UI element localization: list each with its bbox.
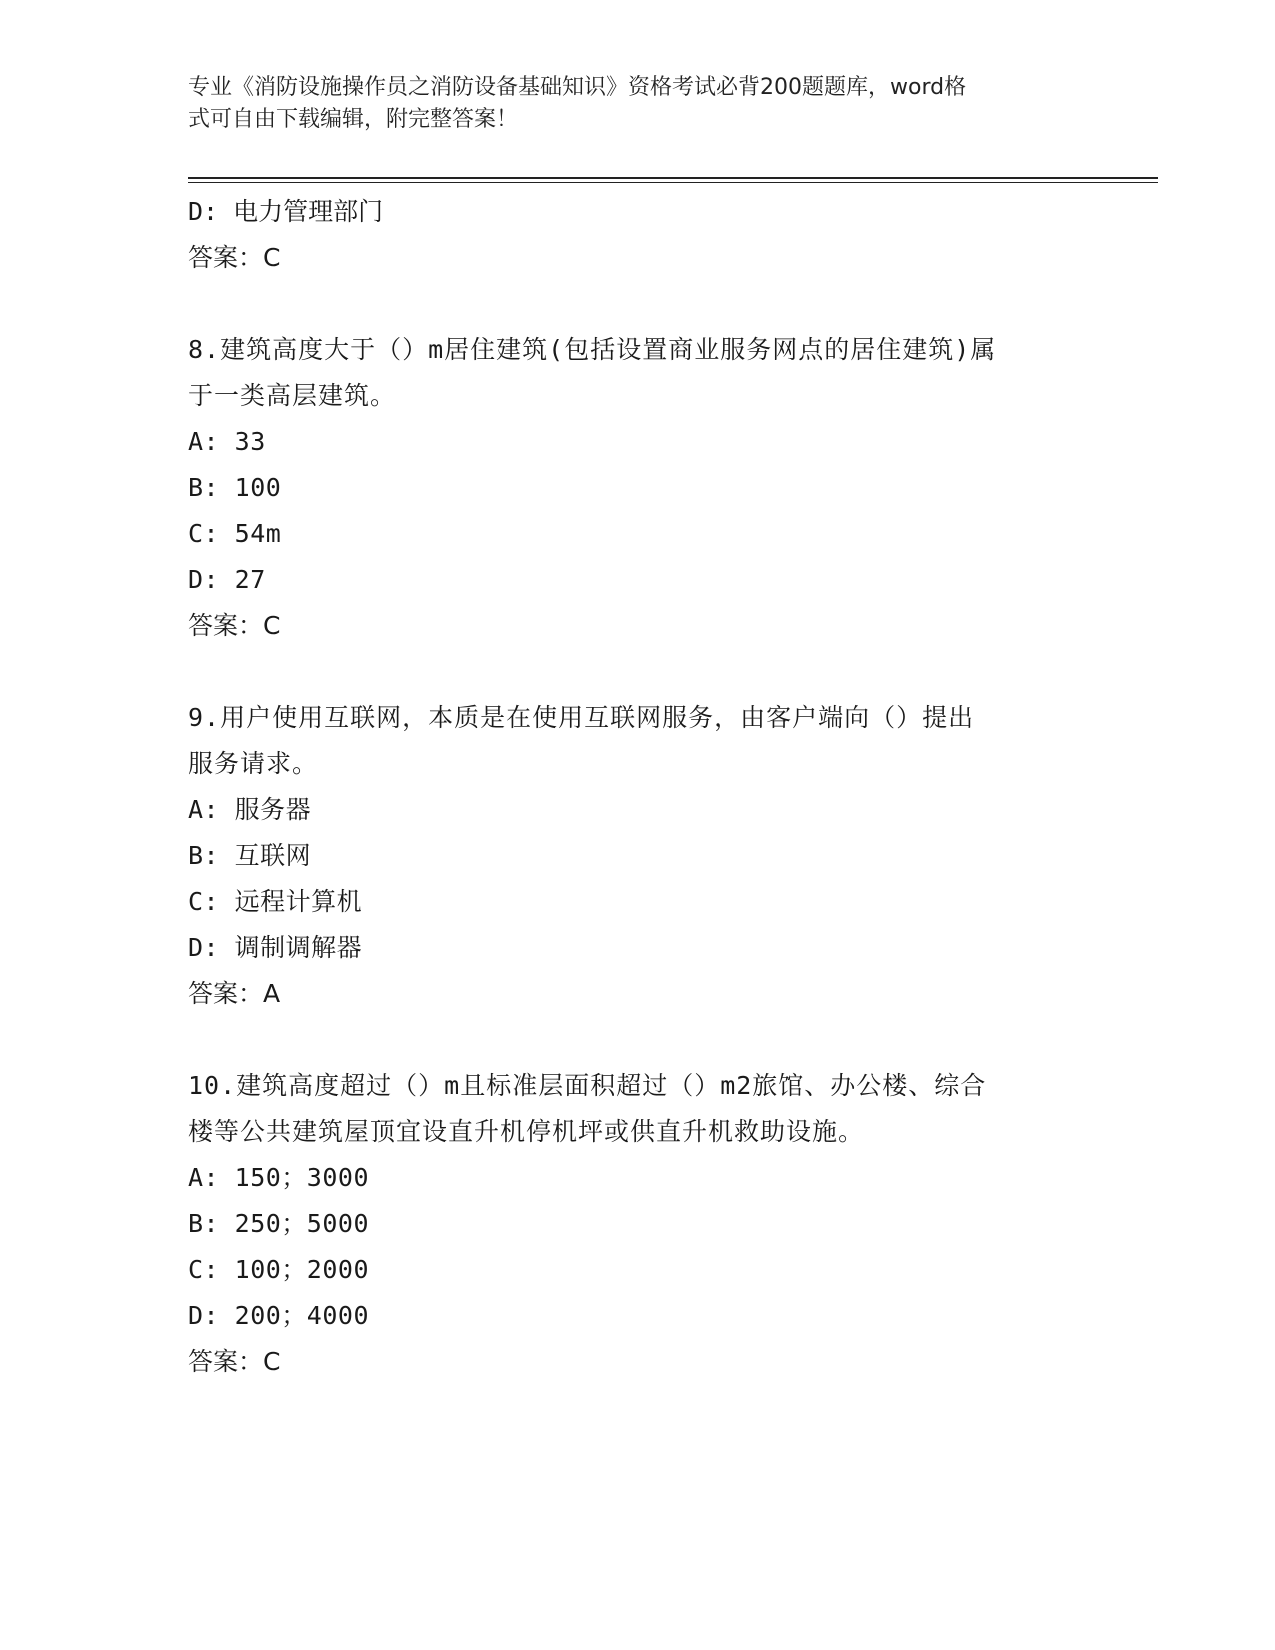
question-text [188, 1063, 1088, 1155]
option-c: C: 54m [188, 519, 282, 548]
previous-question-tail [188, 189, 1088, 281]
option-a: A: 33 [188, 427, 266, 456]
option-d: D: 27 [188, 565, 266, 594]
answer-line: 答案：C [188, 1347, 281, 1376]
header-divider [188, 177, 1158, 179]
option-list [188, 787, 1088, 971]
option-a: A: 150；3000 [188, 1163, 370, 1192]
answer-line: 答案：A [188, 979, 281, 1008]
option-c: C: 远程计算机 [188, 887, 363, 916]
option-d: D: 200；4000 [188, 1301, 370, 1330]
option-c: C: 100；2000 [188, 1255, 370, 1284]
document-header [188, 72, 1088, 136]
question-text-line-1: 9.用户使用互联网，本质是在使用互联网服务，由客户端向（）提出 [188, 703, 975, 732]
option-b: B: 互联网 [188, 841, 312, 870]
question-8 [188, 327, 1088, 649]
header-line-2: 式可自由下载编辑，附完整答案！ [188, 107, 519, 132]
header-line-1: 专业《消防设施操作员之消防设备基础知识》资格考试必背200题题库，word格 [188, 75, 967, 100]
question-10 [188, 1063, 1088, 1385]
question-text [188, 695, 1088, 787]
question-text-line-2: 服务请求。 [188, 749, 319, 778]
question-text-line-2: 于一类高层建筑。 [188, 381, 397, 410]
answer-line: 答案：C [188, 243, 281, 272]
option-list [188, 1155, 1088, 1339]
option-a: A: 服务器 [188, 795, 312, 824]
option-d: D: 调制调解器 [188, 933, 363, 962]
question-text-line-2: 楼等公共建筑屋顶宜设直升机停机坪或供直升机救助设施。 [188, 1117, 865, 1146]
question-9 [188, 695, 1088, 1017]
question-list [188, 189, 1088, 1385]
option-d: D: 电力管理部门 [188, 197, 384, 226]
question-text-line-1: 10.建筑高度超过（）m且标准层面积超过（）m2旅馆、办公楼、综合 [188, 1071, 987, 1100]
question-text [188, 327, 1088, 419]
option-b: B: 250；5000 [188, 1209, 370, 1238]
question-text-line-1: 8.建筑高度大于（）m居住建筑(包括设置商业服务网点的居住建筑)属 [188, 335, 997, 364]
option-list [188, 419, 1088, 603]
answer-line: 答案：C [188, 611, 281, 640]
option-b: B: 100 [188, 473, 282, 502]
